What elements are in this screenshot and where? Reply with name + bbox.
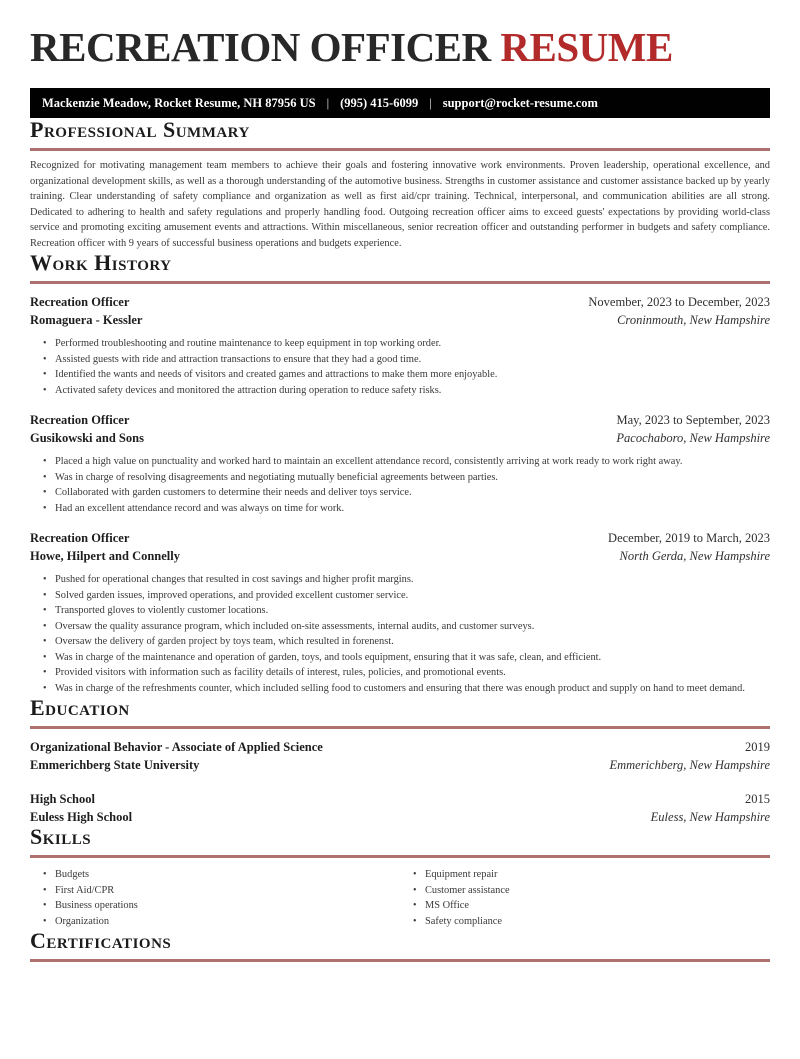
bullet-item: • Activated safety devices and monitored the attraction during operation to reduce safety risks. xyxy=(42,383,770,399)
bullet-item: • Placed a high value on punctuality and worked hard to maintain an excellent attendance record, consistently arriving at work ready to work right away. xyxy=(42,454,770,470)
job-dates: December, 2019 to March, 2023 xyxy=(608,531,770,545)
section-certifications xyxy=(30,929,770,962)
education-school: Emmerichberg State University xyxy=(30,758,200,772)
section-education xyxy=(30,696,770,825)
summary-heading: Professional Summary xyxy=(30,117,250,142)
certifications-heading: Certifications xyxy=(30,928,172,953)
education-degree-row xyxy=(30,739,770,755)
bullet-item: • Transported gloves to violently customer locations. xyxy=(42,603,770,619)
bullet-item: • Solved garden issues, improved operations, and provided excellent customer service. xyxy=(42,588,770,604)
section-rule xyxy=(30,281,770,284)
bullet-item: • Oversaw the quality assurance program, which included on-site assessments, internal audits, and customer surveys. xyxy=(42,619,770,635)
education-year: 2019 xyxy=(745,740,770,754)
education-degree: High School xyxy=(30,792,95,806)
education-heading: Education xyxy=(30,695,130,720)
bullet-item: • Was in charge of the maintenance and operation of garden, toys, and tools equipment, ensuring that it was safe, clean, and efficient. xyxy=(42,650,770,666)
contact-identity: Mackenzie Meadow, Rocket Resume, NH 87956 US xyxy=(42,95,316,110)
education-entry xyxy=(30,739,770,773)
job-dates: November, 2023 to December, 2023 xyxy=(588,295,770,309)
summary-paragraph: Recognized for motivating management team members to achieve their goals and fostering innovative work environments. Proven leadership, operational excellence, and organizational development skills, as well as a thorough understanding of the automotive business. Strengths in customer assistance and customer assistance backed up by yearly training. Clear understanding of safety compliance and organization as well as first aid/cpr training. Technical, interpersonal, and communication abilities are all strong. Dedicated to adhering to health and safety regulations and properly handling food. Outgoing recreation officer aims to exceed guests' expectations by providing world-class service and promoting exciting amusement events and attractions. Within miscellaneous, senior recreation officer and outstanding performer in budgets and safety compliance. Recreation officer with 9 years of successful business operations and budgets experience. xyxy=(30,160,770,249)
job-title-row xyxy=(30,294,770,310)
education-entry xyxy=(30,791,770,825)
skill-item: • Organization xyxy=(42,914,400,930)
job-title: Recreation Officer xyxy=(30,413,130,427)
section-skills xyxy=(30,825,770,929)
education-school: Euless High School xyxy=(30,810,133,824)
skill-item: • First Aid/CPR xyxy=(42,883,400,899)
skills-grid xyxy=(30,867,770,929)
job-company: Gusikowski and Sons xyxy=(30,431,144,445)
job-entry xyxy=(30,412,770,516)
education-school-row xyxy=(30,809,770,825)
contact-email: support@rocket-resume.com xyxy=(442,95,598,110)
bullet-item: • Was in charge of the refreshments counter, which included selling food to customers and ensuring that there was enough product and supply on hand to meet demand. xyxy=(42,681,770,697)
job-company: Romaguera - Kessler xyxy=(30,313,143,327)
section-rule xyxy=(30,148,770,151)
education-location: Emmerichberg, New Hampshire xyxy=(609,758,770,772)
resume-title-accent: RESUME xyxy=(500,24,673,70)
education-degree: Organizational Behavior - Associate of Applied Science xyxy=(30,740,323,754)
resume-title xyxy=(30,24,770,71)
job-bullets xyxy=(30,572,770,696)
skill-item: • Equipment repair xyxy=(412,867,770,883)
bullet-item: • Collaborated with garden customers to determine their needs and deliver toys service. xyxy=(42,485,770,501)
job-company-row xyxy=(30,312,770,328)
education-location: Euless, New Hampshire xyxy=(650,810,770,824)
skill-item: • Business operations xyxy=(42,898,400,914)
job-company-row xyxy=(30,548,770,564)
section-rule xyxy=(30,855,770,858)
job-entry xyxy=(30,294,770,398)
bullet-item: • Identified the wants and needs of visitors and created games and attractions to make them more enjoyable. xyxy=(42,367,770,383)
contact-bar xyxy=(30,88,770,118)
skills-heading: Skills xyxy=(30,824,92,849)
job-company-row xyxy=(30,430,770,446)
bullet-item: • Provided visitors with information such as facility details of interest, rules, policies, and promotional events. xyxy=(42,665,770,681)
pipe-separator: | xyxy=(429,95,432,110)
section-professional-summary xyxy=(30,118,770,251)
job-location: Pacochaboro, New Hampshire xyxy=(616,431,770,445)
bullet-item: • Was in charge of resolving disagreements and negotiating mutually beneficial agreements between parties. xyxy=(42,470,770,486)
job-title: Recreation Officer xyxy=(30,531,130,545)
bullet-item: • Oversaw the delivery of garden project by toys team, which resulted in forenenst. xyxy=(42,634,770,650)
bullet-item: • Pushed for operational changes that resulted in cost savings and higher profit margins. xyxy=(42,572,770,588)
skill-item: • Budgets xyxy=(42,867,400,883)
job-location: Croninmouth, New Hampshire xyxy=(617,313,770,327)
job-title-row xyxy=(30,412,770,428)
education-degree-row xyxy=(30,791,770,807)
skills-column-1 xyxy=(30,867,400,929)
skill-item: • Customer assistance xyxy=(412,883,770,899)
job-company: Howe, Hilpert and Connelly xyxy=(30,549,181,563)
bullet-item: • Performed troubleshooting and routine maintenance to keep equipment in top working order. xyxy=(42,336,770,352)
job-title-row xyxy=(30,530,770,546)
education-year: 2015 xyxy=(745,792,770,806)
pipe-separator: | xyxy=(326,95,330,110)
job-bullets xyxy=(30,336,770,398)
resume-page xyxy=(0,24,800,962)
job-entry xyxy=(30,530,770,696)
skill-item: • MS Office xyxy=(412,898,770,914)
section-work-history xyxy=(30,251,770,696)
bullet-item: • Assisted guests with ride and attraction transactions to ensure that they had a good time. xyxy=(42,352,770,368)
bullet-item: • Had an excellent attendance record and was always on time for work. xyxy=(42,501,770,517)
resume-title-main: RECREATION OFFICER xyxy=(30,24,491,70)
job-location: North Gerda, New Hampshire xyxy=(619,549,770,563)
skill-item: • Safety compliance xyxy=(412,914,770,930)
section-rule xyxy=(30,726,770,729)
work-history-heading: Work History xyxy=(30,250,172,275)
job-title: Recreation Officer xyxy=(30,295,130,309)
education-school-row xyxy=(30,757,770,773)
job-bullets xyxy=(30,454,770,516)
job-dates: May, 2023 to September, 2023 xyxy=(616,413,770,427)
skills-column-2 xyxy=(400,867,770,929)
contact-phone: (995) 415-6099 xyxy=(340,95,419,110)
section-rule xyxy=(30,959,770,962)
